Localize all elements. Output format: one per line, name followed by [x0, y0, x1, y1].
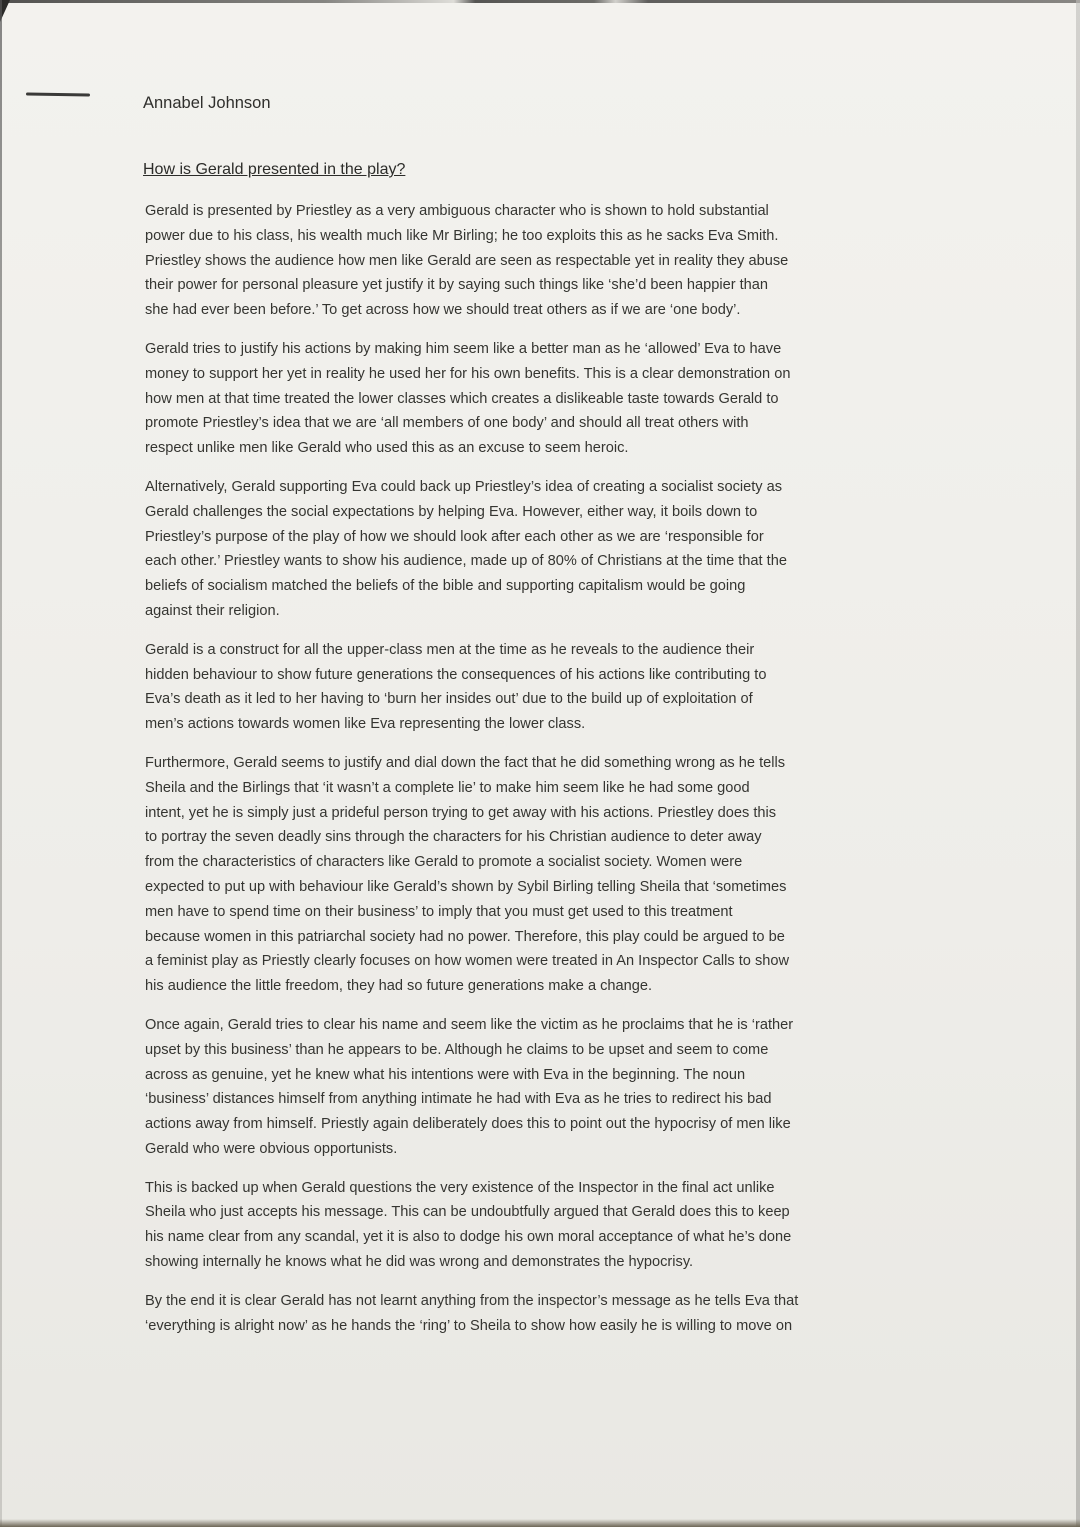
- paragraph-line: against their religion.: [145, 602, 280, 619]
- paragraph-line: ‘everything is alright now’ as he hands the ‘ring’ to Sheila to show how easily he is willing to move on: [145, 1317, 793, 1334]
- paragraph-line: intent, yet he is simply just a prideful person trying to get away with his actions. Priestley does this: [145, 804, 777, 821]
- paragraph-line: Sheila who just accepts his message. This can be undoubtfully argued that Gerald does this to keep: [145, 1204, 790, 1221]
- paragraph-line: from the characteristics of characters like Gerald to promote a socialist society. Women were: [145, 854, 743, 871]
- page-right-edge: [1076, 0, 1080, 1527]
- paragraph-line: This is backed up when Gerald questions the very existence of the Inspector in the final act unlike: [145, 1179, 775, 1196]
- paragraph-line: beliefs of socialism matched the beliefs of the bible and supporting capitalism would be going: [145, 578, 746, 595]
- paragraph-line: his audience the little freedom, they had so future generations make a change.: [145, 978, 653, 995]
- paragraph-line: Once again, Gerald tries to clear his name and seem like the victim as he proclaims that he is ‘rather: [145, 1016, 794, 1033]
- paragraph-line: to portray the seven deadly sins through the characters for his Christian audience to deter away: [145, 829, 762, 846]
- paragraph-line: a feminist play as Priestly clearly focuses on how women were treated in An Inspector Calls to show: [145, 953, 790, 970]
- paragraph-line: Priestley’s purpose of the play of how we should look after each other as we are ‘responsible for: [145, 528, 764, 545]
- paragraph-line: his name clear from any scandal, yet it is also to dodge his own moral acceptance of what he’s done: [145, 1229, 792, 1246]
- paragraph-line: their power for personal pleasure yet justify it by saying such things like ‘she’d been happier than: [145, 277, 769, 294]
- page-left-edge: [0, 0, 2, 1527]
- paragraph-line: ‘business’ distances himself from anything intimate he had with Eva as he tries to redirect his bad: [145, 1091, 772, 1108]
- essay-paragraph: [145, 1289, 925, 1339]
- page-top-edge: [0, 0, 1080, 3]
- paragraph-line: Gerald is a construct for all the upper-class men at the time as he reveals to the audience their: [145, 641, 755, 658]
- essay-paragraph: [145, 475, 925, 624]
- essay-paragraph: [145, 1176, 925, 1275]
- essay-title: How is Gerald presented in the play?: [143, 161, 406, 178]
- paragraph-line: how men at that time treated the lower classes which creates a dislikeable taste towards Gerald to: [145, 390, 779, 407]
- margin-mark: [26, 92, 90, 96]
- paragraph-line: men’s actions towards women like Eva representing the lower class.: [145, 716, 586, 733]
- essay-paragraph: [145, 638, 925, 737]
- paragraph-line: Furthermore, Gerald seems to justify and dial down the fact that he did something wrong as he tells: [145, 754, 786, 771]
- paragraph-line: actions away from himself. Priestly again deliberately does this to point out the hypocrisy of men like: [145, 1116, 791, 1133]
- paragraph-line: promote Priestley’s idea that we are ‘all members of one body’ and should all treat others with: [145, 415, 749, 432]
- paragraph-line: expected to put up with behaviour like Gerald’s shown by Sybil Birling telling Sheila that ‘sometimes: [145, 878, 787, 895]
- paragraph-line: Eva’s death as it led to her having to ‘burn her insides out’ due to the build up of exploitation of: [145, 691, 753, 708]
- paragraph-line: showing internally he knows what he did was wrong and demonstrates the hypocrisy.: [145, 1254, 694, 1271]
- essay-paragraph: [145, 751, 925, 999]
- paragraph-line: money to support her yet in reality he used her for his own benefits. This is a clear demonstration on: [145, 365, 791, 382]
- paragraph-line: Gerald who were obvious opportunists.: [145, 1140, 398, 1157]
- paragraph-line: Alternatively, Gerald supporting Eva could back up Priestley’s idea of creating a socialist society as: [145, 478, 783, 495]
- paragraph-line: across as genuine, yet he knew what his intentions were with Eva in the beginning. The noun: [145, 1066, 746, 1083]
- paragraph-line: By the end it is clear Gerald has not learnt anything from the inspector’s message as he tells Eva that: [145, 1292, 799, 1309]
- paragraph-line: Gerald challenges the social expectations by helping Eva. However, either way, it boils down to: [145, 503, 758, 520]
- paragraph-line: Priestley shows the audience how men like Gerald are seen as respectable yet in reality they abuse: [145, 252, 789, 269]
- paragraph-line: each other.’ Priestley wants to show his audience, made up of 80% of Christians at the time that the: [145, 553, 787, 570]
- paragraph-line: she had ever been before.’ To get across how we should treat others as if we are ‘one body’.: [145, 302, 741, 319]
- paragraph-line: men have to spend time on their business’ to imply that you must get used to this treatment: [145, 903, 733, 920]
- paragraph-line: Gerald is presented by Priestley as a very ambiguous character who is shown to hold substantial: [145, 203, 769, 219]
- paragraph-line: power due to his class, his wealth much like Mr Birling; he too exploits this as he sacks Eva Smith.: [145, 227, 779, 244]
- paragraph-line: Gerald tries to justify his actions by making him seem like a better man as he ‘allowed’ Eva to have: [145, 340, 782, 357]
- paragraph-line: hidden behaviour to show future generations the consequences of his actions like contributing to: [145, 666, 767, 683]
- essay-paragraph: [145, 1013, 925, 1162]
- essay-body: [145, 199, 925, 1352]
- paragraph-line: Sheila and the Birlings that ‘it wasn’t a complete lie’ to make him seem like he had some good: [145, 779, 750, 796]
- page-bottom-edge: [0, 1519, 1080, 1527]
- author-name: Annabel Johnson: [143, 94, 271, 112]
- essay-paragraph: [145, 199, 925, 323]
- paragraph-line: because women in this patriarchal society had no power. Therefore, this play could be argued to be: [145, 928, 785, 945]
- paragraph-line: respect unlike men like Gerald who used this as an excuse to seem heroic.: [145, 440, 629, 457]
- essay-paragraph: [145, 337, 925, 461]
- paragraph-line: upset by this business’ than he appears to be. Although he claims to be upset and seem to come: [145, 1041, 769, 1058]
